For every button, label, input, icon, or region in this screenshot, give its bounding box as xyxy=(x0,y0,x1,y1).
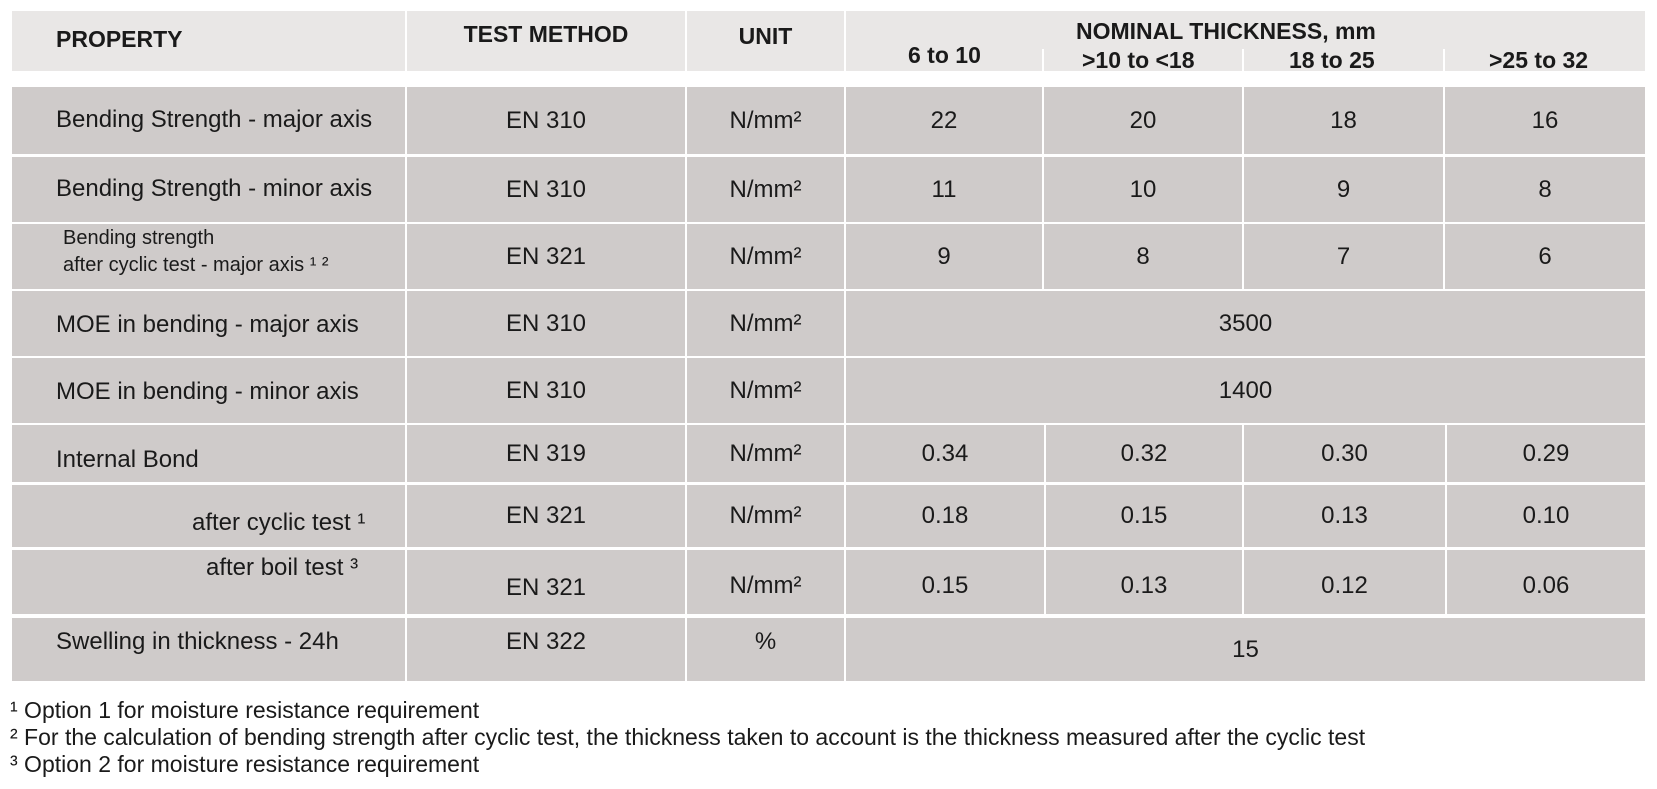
method-label: EN 321 xyxy=(505,574,587,601)
method-cell xyxy=(407,485,685,547)
header-divider xyxy=(1443,49,1445,71)
unit-label: N/mm² xyxy=(729,502,802,529)
header-test-method-cell xyxy=(407,11,685,71)
value-cell xyxy=(1445,157,1645,222)
value-cell xyxy=(1244,485,1445,547)
value: 0.13 xyxy=(1321,502,1368,529)
method-label: EN 321 xyxy=(505,242,587,270)
value-cell xyxy=(1046,425,1242,482)
method-cell xyxy=(407,157,685,222)
value: 0.10 xyxy=(1522,502,1570,529)
unit-cell xyxy=(687,87,844,154)
value-cell xyxy=(846,425,1044,482)
method-label: EN 310 xyxy=(505,175,587,203)
value: 9 xyxy=(1336,175,1351,203)
method-label: EN 321 xyxy=(505,502,587,529)
property-cell xyxy=(12,291,405,356)
value: 7 xyxy=(1336,242,1351,270)
property-cell xyxy=(12,224,405,289)
property-cell xyxy=(12,157,405,222)
method-cell xyxy=(407,291,685,356)
value-cell xyxy=(1447,425,1645,482)
header-nominal-thickness: NOMINAL THICKNESS, mm xyxy=(1076,18,1376,44)
value-cell xyxy=(1445,224,1645,289)
method-label: EN 310 xyxy=(505,376,587,404)
header-nominal-thickness-cell xyxy=(846,11,1645,71)
unit-cell xyxy=(687,485,844,547)
method-label: EN 322 xyxy=(505,628,587,655)
method-cell xyxy=(407,550,685,614)
unit-label: % xyxy=(754,628,777,655)
property-cell xyxy=(12,425,405,482)
value: 0.15 xyxy=(921,572,969,599)
method-label: EN 310 xyxy=(505,106,587,134)
property-label-line1: Bending strength xyxy=(63,227,215,249)
footnote-3: ³ Option 2 for moisture resistance requirement xyxy=(10,751,480,777)
unit-cell xyxy=(687,157,844,222)
footnote-1: ¹ Option 1 for moisture resistance requirement xyxy=(10,697,480,723)
value: 0.18 xyxy=(921,502,969,529)
method-cell xyxy=(407,358,685,423)
value-cell xyxy=(1244,550,1445,614)
value: 8 xyxy=(1136,242,1150,270)
value-cell xyxy=(1447,485,1645,547)
property-cell xyxy=(12,618,405,681)
header-range-2: >10 to <18 xyxy=(1082,47,1195,73)
unit-label: N/mm² xyxy=(729,376,802,404)
unit-cell xyxy=(687,618,844,681)
unit-label: N/mm² xyxy=(729,106,802,134)
property-label: Bending Strength - minor axis xyxy=(56,175,373,202)
value: 0.30 xyxy=(1321,439,1368,467)
property-label: Swelling in thickness - 24h xyxy=(56,628,339,655)
unit-cell xyxy=(687,358,844,423)
value: 18 xyxy=(1330,106,1357,134)
property-label-line2: after cyclic test - major axis ¹ ² xyxy=(63,254,329,276)
value-cell xyxy=(1046,550,1242,614)
value-cell xyxy=(1244,224,1443,289)
header-range-4: >25 to 32 xyxy=(1489,47,1589,73)
merged-value-cell xyxy=(846,358,1645,423)
merged-value-cell xyxy=(846,291,1645,356)
value-cell xyxy=(846,87,1042,154)
method-cell xyxy=(407,87,685,154)
value-cell xyxy=(1445,87,1645,154)
value-cell xyxy=(846,485,1044,547)
unit-cell xyxy=(687,425,844,482)
unit-label: N/mm² xyxy=(729,439,802,467)
value-cell xyxy=(1244,157,1443,222)
header-divider xyxy=(1042,49,1044,71)
value: 16 xyxy=(1531,106,1559,134)
header-unit: UNIT xyxy=(738,23,793,49)
value: 10 xyxy=(1129,175,1157,203)
value-cell xyxy=(1244,87,1443,154)
value: 22 xyxy=(930,106,958,134)
property-label: after boil test ³ xyxy=(206,554,359,581)
value: 0.13 xyxy=(1120,572,1168,599)
value: 3500 xyxy=(1218,309,1273,337)
method-cell xyxy=(407,224,685,289)
property-label: Bending Strength - major axis xyxy=(56,106,373,133)
header-property: PROPERTY xyxy=(56,26,183,52)
value: 20 xyxy=(1129,106,1157,134)
unit-cell xyxy=(687,291,844,356)
property-cell xyxy=(12,485,405,547)
header-property-cell xyxy=(12,11,405,71)
unit-label: N/mm² xyxy=(729,572,802,599)
property-label: MOE in bending - minor axis xyxy=(56,378,359,405)
value-cell xyxy=(846,224,1042,289)
header-test-method: TEST METHOD xyxy=(463,21,629,47)
property-cell xyxy=(12,87,405,154)
header-unit-cell xyxy=(687,11,844,71)
footnotes xyxy=(10,697,1365,778)
value: 6 xyxy=(1538,242,1552,270)
value: 0.15 xyxy=(1120,502,1168,529)
footnote-2: ² For the calculation of bending strength after cyclic test, the thickness taken to account is the thickness measured after the cyclic test xyxy=(10,724,1366,750)
value-cell xyxy=(1244,425,1445,482)
value-cell xyxy=(846,550,1044,614)
header-range-3: 18 to 25 xyxy=(1289,47,1375,73)
property-label: after cyclic test ¹ xyxy=(192,509,366,536)
unit-cell xyxy=(687,550,844,614)
header-divider xyxy=(1242,49,1244,71)
value: 0.06 xyxy=(1522,572,1570,599)
value: 11 xyxy=(931,175,957,203)
value-cell xyxy=(1044,87,1242,154)
value: 0.32 xyxy=(1120,439,1168,467)
method-cell xyxy=(407,425,685,482)
unit-label: N/mm² xyxy=(729,309,802,337)
value-cell xyxy=(1044,157,1242,222)
value: 15 xyxy=(1232,635,1259,663)
value-cell xyxy=(1044,224,1242,289)
value: 1400 xyxy=(1218,376,1273,404)
property-cell xyxy=(12,358,405,423)
unit-label: N/mm² xyxy=(729,175,802,203)
value: 9 xyxy=(937,242,951,270)
value-cell xyxy=(1447,550,1645,614)
value: 0.34 xyxy=(921,439,969,467)
property-label: MOE in bending - major axis xyxy=(56,311,359,338)
method-label: EN 319 xyxy=(505,439,587,467)
value-cell xyxy=(846,157,1042,222)
unit-cell xyxy=(687,224,844,289)
method-label: EN 310 xyxy=(505,309,587,337)
value: 8 xyxy=(1538,175,1552,203)
method-cell xyxy=(407,618,685,681)
unit-label: N/mm² xyxy=(729,242,802,270)
value: 0.12 xyxy=(1321,572,1368,599)
property-cell xyxy=(12,550,405,614)
header-range-1: 6 to 10 xyxy=(908,42,981,68)
merged-value-cell xyxy=(846,618,1645,681)
value: 0.29 xyxy=(1522,439,1570,467)
property-label: Internal Bond xyxy=(56,446,199,473)
value-cell xyxy=(1046,485,1242,547)
